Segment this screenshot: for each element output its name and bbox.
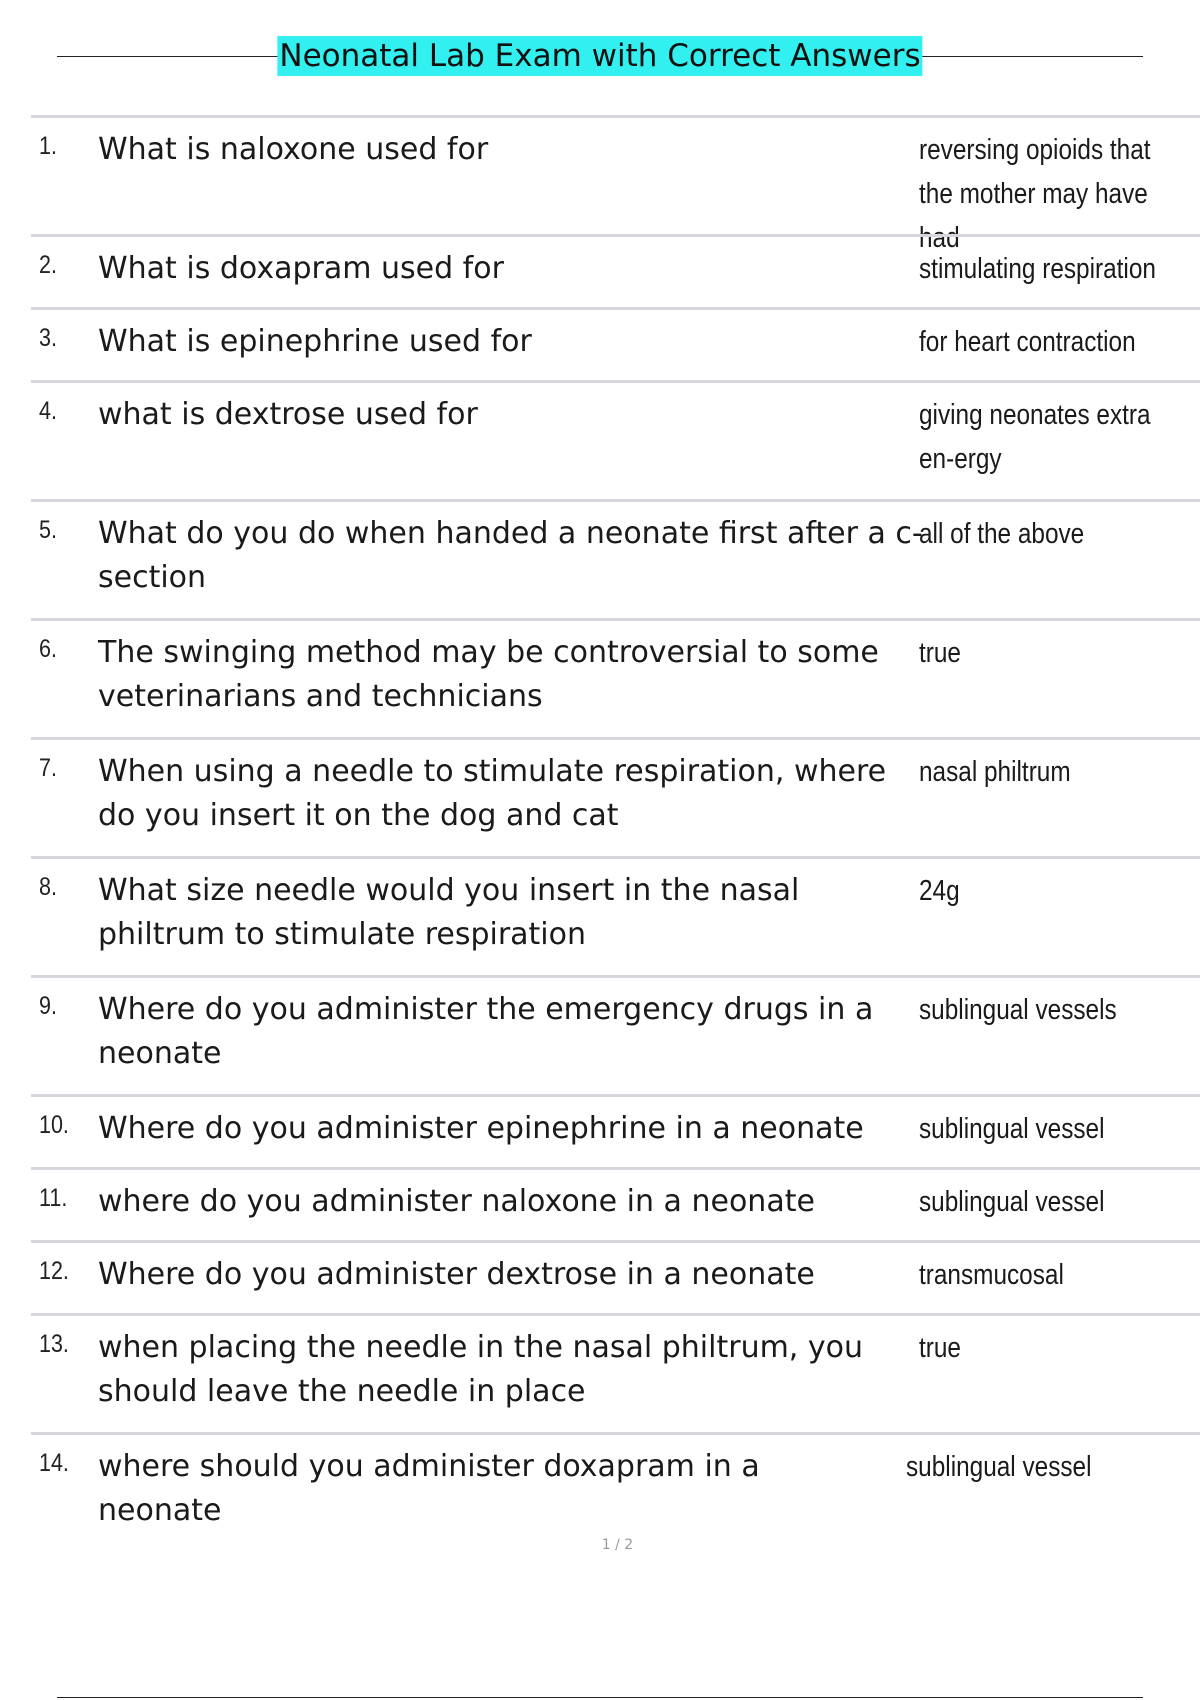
answer-text: 24g: [919, 875, 960, 907]
question-text: What is epinephrine used for: [98, 324, 532, 359]
question-text: when placing the needle in the nasal philtrum, you should leave the needle in place: [98, 1330, 863, 1409]
answer-text: sublingual vessel: [919, 1113, 1105, 1145]
answer-text: sublingual vessels: [919, 994, 1117, 1026]
question-text: What is naloxone used for: [98, 132, 489, 167]
qa-row: [31, 115, 1200, 254]
answer-text: transmucosal: [919, 1259, 1064, 1291]
question-text: where do you administer naloxone in a neonate: [98, 1184, 815, 1219]
answer-text: for heart contraction: [919, 326, 1136, 358]
question-number: 4.: [39, 397, 57, 425]
question-text: The swinging method may be controversial to some veterinarians and technicians: [98, 635, 879, 714]
qa-row: [31, 856, 1200, 975]
title-bar: [57, 36, 1143, 76]
question-text: What do you do when handed a neonate first after a c-section: [98, 516, 923, 595]
qa-row: [31, 234, 1200, 307]
answer-text: giving neonates extra en-ergy: [919, 399, 1151, 475]
document-title: Neonatal Lab Exam with Correct Answers: [279, 38, 921, 74]
answer-text: true: [919, 637, 961, 669]
qa-row: [31, 1432, 1200, 1528]
qa-row: [31, 618, 1200, 737]
question-number: 14.: [39, 1449, 69, 1477]
page-indicator: 1 / 2: [601, 1537, 634, 1553]
question-number: 11.: [39, 1184, 68, 1212]
question-number: 7.: [39, 754, 57, 782]
qa-row: [31, 499, 1200, 618]
question-text: What is doxapram used for: [98, 251, 504, 286]
question-number: 9.: [39, 992, 57, 1020]
qa-row: [31, 975, 1200, 1094]
question-text: what is dextrose used for: [98, 397, 478, 432]
qa-row: [31, 1313, 1200, 1432]
question-number: 10.: [39, 1111, 69, 1139]
question-text: Where do you administer the emergency drugs in a neonate: [98, 992, 874, 1071]
question-number: 5.: [39, 516, 57, 544]
question-number: 3.: [39, 324, 57, 352]
qa-row: [31, 307, 1200, 380]
answer-text: sublingual vessel: [919, 1186, 1105, 1218]
answer-text: true: [919, 1332, 961, 1364]
question-number: 13.: [39, 1330, 69, 1358]
qa-row: [31, 1094, 1200, 1167]
qa-row: [31, 1167, 1200, 1240]
question-text: When using a needle to stimulate respiration, where do you insert it on the dog and cat: [98, 754, 887, 833]
qa-list: [31, 115, 1200, 1528]
qa-row: [31, 1240, 1200, 1313]
answer-text: reversing opioids that the mother may have had: [919, 134, 1151, 254]
question-number: 6.: [39, 635, 57, 663]
question-number: 1.: [39, 132, 57, 160]
question-text: where should you administer doxapram in a neonate: [98, 1449, 760, 1528]
qa-row: [31, 737, 1200, 856]
answer-text: all of the above: [919, 518, 1085, 550]
question-text: Where do you administer dextrose in a neonate: [98, 1257, 815, 1292]
answer-text: nasal philtrum: [919, 756, 1071, 788]
question-text: What size needle would you insert in the nasal philtrum to stimulate respiration: [98, 873, 800, 952]
answer-text: sublingual vessel: [906, 1451, 1092, 1483]
question-number: 8.: [39, 873, 57, 901]
bottom-rule: [57, 1697, 1143, 1698]
question-text: Where do you administer epinephrine in a neonate: [98, 1111, 864, 1146]
qa-row: [31, 380, 1200, 499]
answer-text: stimulating respiration: [919, 253, 1156, 285]
question-number: 2.: [39, 251, 57, 279]
question-number: 12.: [39, 1257, 69, 1285]
